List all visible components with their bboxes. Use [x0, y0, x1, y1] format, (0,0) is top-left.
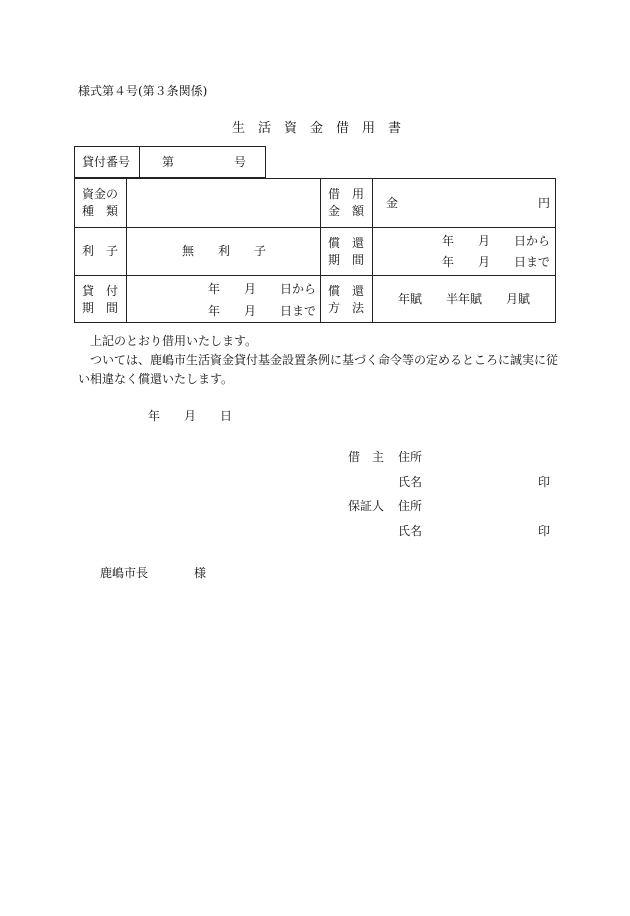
borrower-name-field[interactable] [424, 473, 530, 491]
table-col-divider-3 [372, 178, 373, 323]
loan-number-field[interactable]: 第 号 [162, 155, 247, 169]
loan-amount-label-line1: 借 用 [328, 187, 365, 201]
guarantor-seal: 印 [538, 524, 551, 538]
loan-period-label-line1: 貸 付 [82, 284, 119, 298]
interest-label: 利 子 [82, 244, 119, 258]
borrower-name-label: 氏名 [398, 475, 423, 489]
amount-unit: 円 [538, 196, 551, 210]
table-row-divider-2 [74, 275, 556, 276]
borrower-label: 借 主 [348, 450, 385, 464]
loan-period-label-line2: 期 間 [82, 301, 119, 315]
body-line-3: い相違なく償還いたします。 [78, 372, 234, 386]
document-title: 生 活 資 金 借 用 書 [232, 121, 402, 136]
guarantor-address-label: 住所 [398, 499, 423, 513]
repay-method-label-line2: 方 法 [328, 301, 365, 315]
loan-period-to[interactable]: 年 月 日まで [207, 304, 316, 318]
fund-type-label-line1: 資金の [82, 187, 119, 201]
guarantor-name-label: 氏名 [398, 524, 423, 538]
table-col-divider-2 [320, 178, 321, 323]
borrower-address-field[interactable] [424, 448, 550, 466]
table-row-divider-1 [74, 227, 556, 228]
form-id: 様式第４号(第３条関係) [78, 84, 208, 98]
loan-number-label: 貸付番号 [82, 155, 131, 169]
borrower-seal: 印 [538, 475, 551, 489]
repay-method-label-line1: 償 還 [328, 284, 365, 298]
guarantor-label: 保証人 [348, 499, 385, 513]
table-col-divider-1 [126, 178, 127, 323]
borrower-address-label: 住所 [398, 450, 423, 464]
body-line-2: ついては、鹿嶋市生活資金貸付基金設置条例に基づく命令等の定めるところに誠実に従 [90, 353, 559, 367]
fund-type-label-line2: 種 類 [82, 204, 119, 218]
interest-value: 無 利 子 [182, 244, 267, 258]
repay-period-to[interactable]: 年 月 日まで [441, 255, 550, 269]
loan-amount-field[interactable] [404, 181, 524, 223]
repay-period-from[interactable]: 年 月 日から [441, 234, 550, 248]
addressee-title: 鹿嶋市長 [100, 566, 149, 580]
repay-period-label-line2: 期 間 [328, 253, 365, 267]
loan-amount-label-line2: 金 額 [328, 204, 365, 218]
loan-number-divider [139, 146, 140, 178]
date-line[interactable]: 年 月 日 [148, 409, 233, 423]
loan-period-from[interactable]: 年 月 日から [207, 282, 316, 296]
fund-type-field[interactable] [130, 181, 316, 223]
guarantor-address-field[interactable] [424, 497, 550, 515]
addressee-honorific: 様 [194, 566, 207, 580]
repay-method-options[interactable]: 年賦 半年賦 月賦 [398, 292, 531, 306]
guarantor-name-field[interactable] [424, 522, 530, 540]
amount-prefix: 金 [386, 196, 399, 210]
repay-period-label-line1: 償 還 [328, 236, 365, 250]
body-line-1: 上記のとおり借用いたします。 [90, 334, 258, 348]
